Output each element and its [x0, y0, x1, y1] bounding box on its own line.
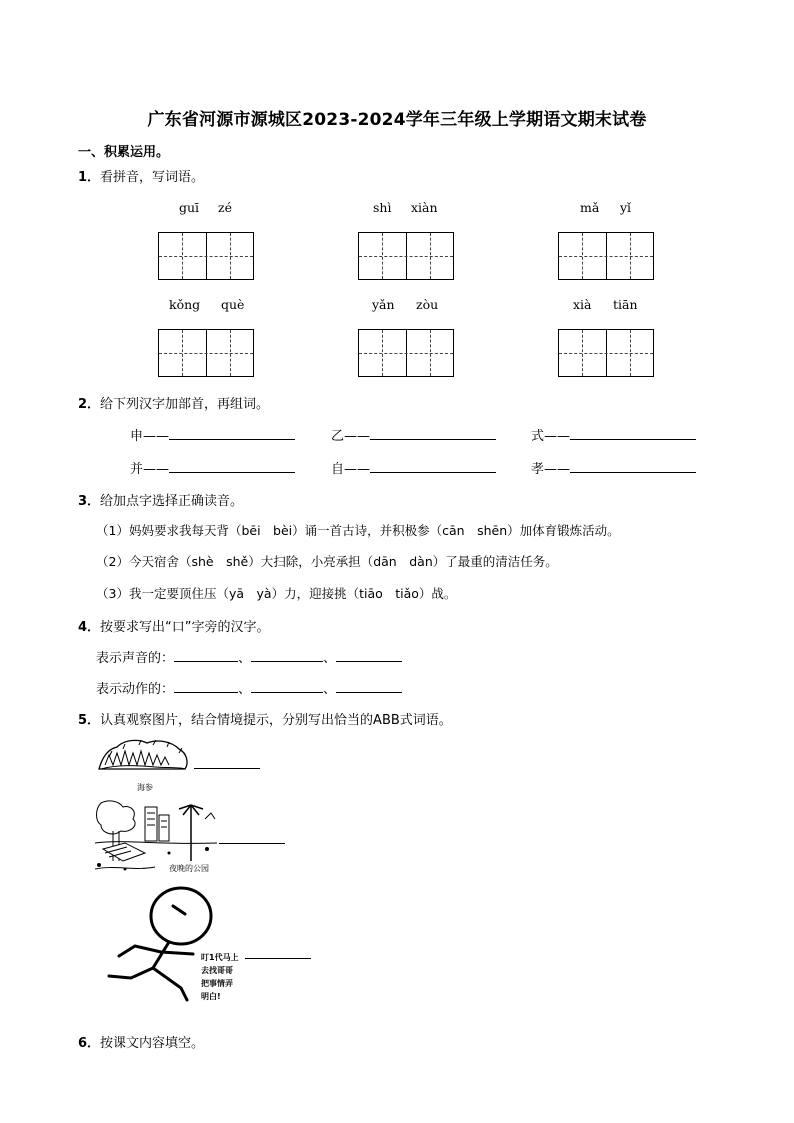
question-number: 4． [78, 620, 101, 635]
answer-line[interactable] [174, 661, 238, 662]
question-1 [78, 166, 204, 185]
question-6 [78, 1032, 204, 1051]
question-text: 按要求写出“口”字旁的汉字。 [100, 620, 270, 635]
running-stick-figure-image [95, 880, 243, 1008]
pinyin: xià [573, 297, 592, 312]
image-caption: 叮1代马上 [201, 953, 239, 962]
question-number: 3． [78, 494, 101, 509]
question-5 [78, 709, 452, 728]
answer-line[interactable] [370, 439, 496, 440]
radical-char: 申—— [130, 429, 170, 444]
pinyin: yǐ [620, 200, 632, 215]
radical-item [531, 425, 696, 444]
sea-cucumber-image [95, 735, 191, 795]
radical-char: 式—— [531, 429, 571, 444]
answer-line[interactable] [251, 661, 323, 662]
image-caption: 海参 [137, 783, 153, 792]
pinyin: shì [373, 200, 392, 215]
tianzige-box[interactable] [558, 329, 654, 377]
reading-item-3: （3）我一定要顶住压（yā yà）力，迎接挑（tiāo tiǎo）战。 [96, 586, 457, 601]
radical-char: 自—— [331, 462, 371, 477]
row-label: 表示声音的： [96, 651, 175, 666]
question-3 [78, 490, 243, 509]
question-text: 按课文内容填空。 [100, 1036, 205, 1051]
radical-item [531, 458, 696, 477]
reading-item-1: （1）妈妈要求我每天背（bēi bèi）诵一首古诗，并积极参（cān shēn）加体育锻炼活动。 [96, 523, 620, 538]
pinyin: zé [218, 200, 232, 215]
separator: 、 [323, 682, 337, 697]
answer-line[interactable] [245, 958, 311, 959]
question-number: 5． [78, 713, 101, 728]
mouth-radical-row-sound [96, 647, 402, 666]
question-text: 给下列汉字加部首，再组词。 [100, 397, 270, 412]
answer-line[interactable] [570, 472, 696, 473]
separator: 、 [238, 682, 252, 697]
answer-line[interactable] [194, 768, 260, 769]
pinyin: guī [179, 200, 200, 215]
image-caption: 夜晚的公园 [169, 864, 209, 873]
radical-item [130, 425, 295, 444]
answer-line[interactable] [336, 661, 402, 662]
tianzige-box[interactable] [158, 329, 254, 377]
pinyin: zòu [416, 297, 439, 312]
tianzige-box[interactable] [158, 232, 254, 280]
question-text: 给加点字选择正确读音。 [100, 494, 244, 509]
separator: 、 [323, 651, 337, 666]
answer-line[interactable] [169, 472, 295, 473]
mouth-radical-row-action [96, 678, 402, 697]
page-title: 广东省河源市源城区2023-2024学年三年级上学期语文期末试卷 [147, 110, 647, 130]
answer-line[interactable] [336, 692, 402, 693]
radical-item [331, 425, 496, 444]
tianzige-box[interactable] [358, 329, 454, 377]
answer-line[interactable] [570, 439, 696, 440]
radical-char: 孝—— [531, 462, 571, 477]
answer-line[interactable] [251, 692, 323, 693]
image-caption: 去找哥哥 [201, 966, 233, 975]
answer-line[interactable] [370, 472, 496, 473]
question-4 [78, 616, 270, 635]
row-label: 表示动作的： [96, 682, 175, 697]
radical-char: 乙—— [331, 429, 371, 444]
answer-line[interactable] [174, 692, 238, 693]
pinyin: tiān [613, 297, 638, 312]
answer-line[interactable] [169, 439, 295, 440]
pinyin: yǎn [372, 297, 395, 312]
pinyin: xiàn [411, 200, 438, 215]
question-text: 看拼音，写词语。 [100, 170, 205, 185]
answer-line[interactable] [219, 843, 285, 844]
image-caption: 把事情弄 [201, 979, 233, 988]
question-number: 1． [78, 170, 101, 185]
radical-item [331, 458, 496, 477]
reading-item-2: （2）今天宿舍（shè shě）大扫除，小亮承担（dān dàn）了最重的清洁任务。 [96, 554, 558, 569]
pinyin: què [221, 297, 245, 312]
image-caption: 明白! [201, 992, 221, 1001]
tianzige-box[interactable] [558, 232, 654, 280]
section-heading-1: 一、积累运用。 [78, 145, 170, 160]
pinyin: mǎ [580, 200, 600, 215]
question-text: 认真观察图片，结合情境提示，分别写出恰当的ABB式词语。 [100, 713, 452, 728]
separator: 、 [238, 651, 252, 666]
radical-item [130, 458, 295, 477]
tianzige-box[interactable] [358, 232, 454, 280]
question-number: 6． [78, 1036, 101, 1051]
pinyin: kǒng [169, 297, 201, 312]
radical-char: 并—— [130, 462, 170, 477]
night-park-image [95, 799, 217, 877]
question-2 [78, 393, 269, 412]
question-number: 2． [78, 397, 101, 412]
